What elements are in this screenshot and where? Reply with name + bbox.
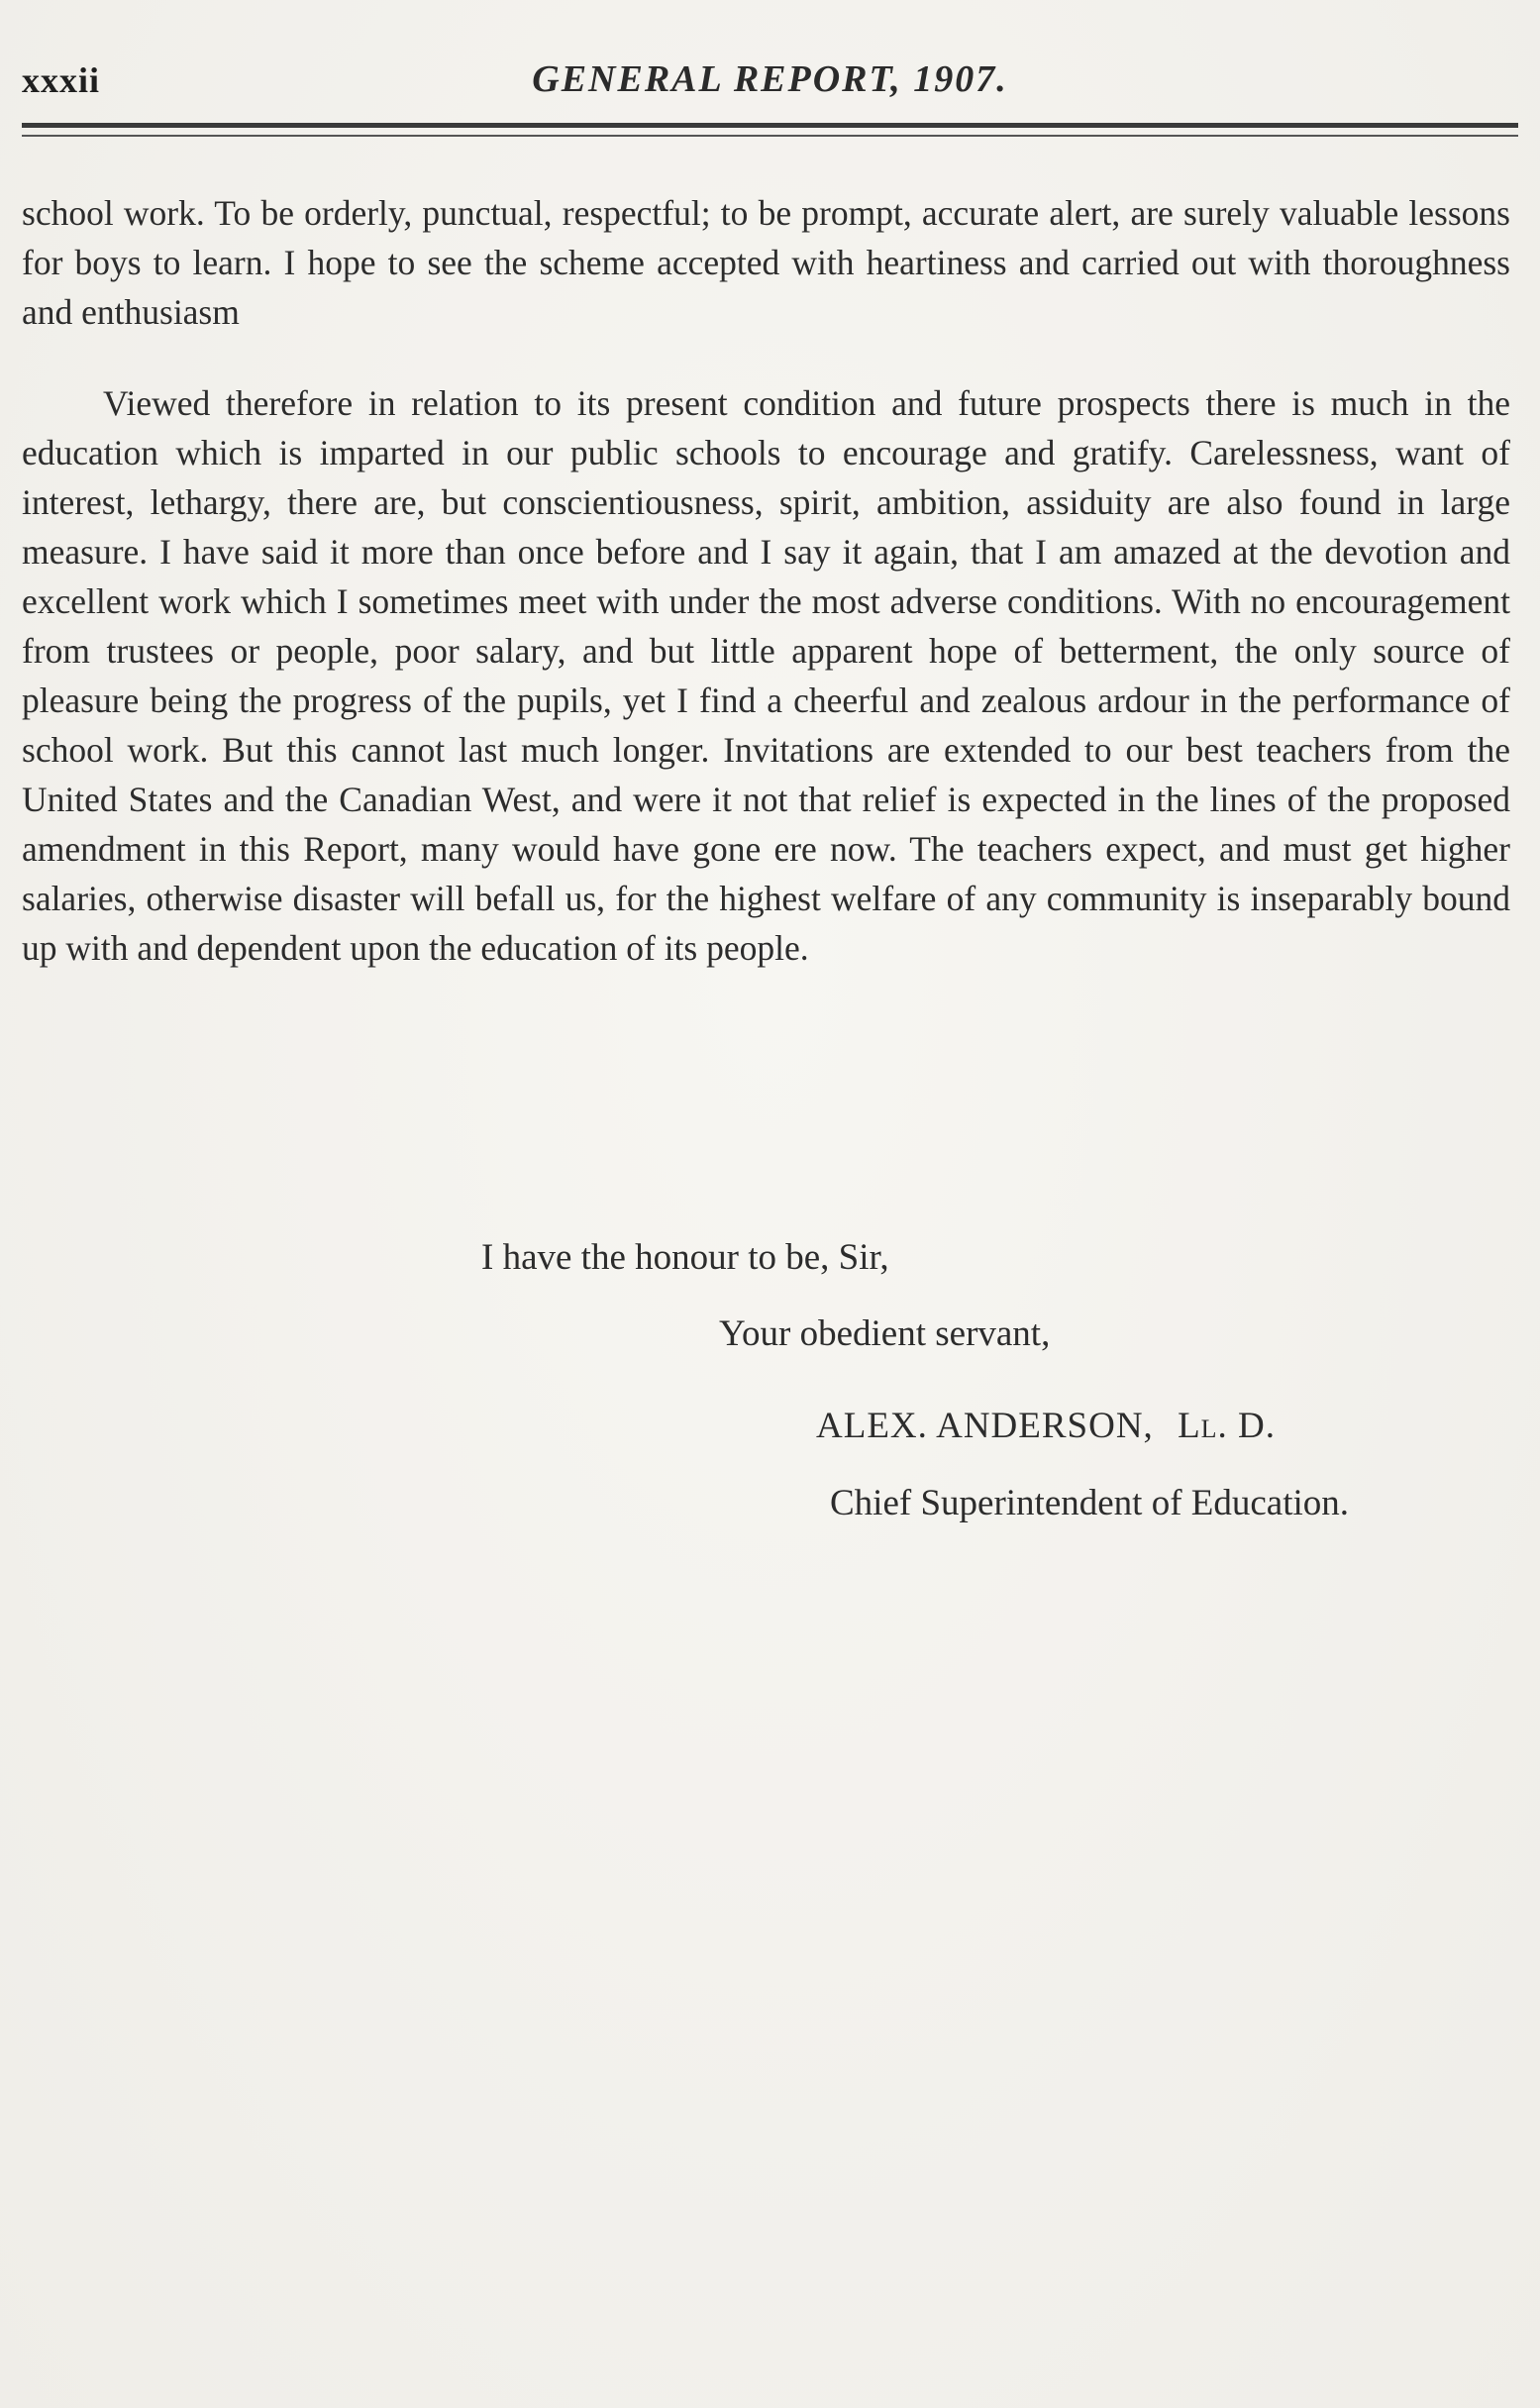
signatory-degree: Ll. D. — [1178, 1406, 1277, 1446]
signatory-line — [816, 1405, 1276, 1447]
closing-valediction: Your obedient servant, — [719, 1313, 1051, 1354]
body-paragraph-1: school work. To be orderly, punctual, respectful; to be prompt, accurate alert, are surely valuable lessons for boys to learn. I hope to see the scheme accepted with heartiness and carried out with thoroughness and enthusiasm — [22, 193, 1510, 332]
signatory-name: ALEX. ANDERSON, — [816, 1406, 1154, 1446]
signatory-title: Chief Superintendent of Education. — [830, 1483, 1350, 1523]
report-title: GENERAL REPORT, 1907. — [532, 58, 1008, 100]
closing-salutation: I have the honour to be, Sir, — [481, 1237, 889, 1278]
header-rule-thick — [22, 123, 1518, 128]
header-rule-thin — [22, 135, 1518, 137]
page-number: xxxii — [22, 60, 101, 100]
body-paragraph-2: Viewed therefore in relation to its present condition and future prospects there is much in the education which is imparted in our public schools to encourage and gratify. Carelessness, want of interest, lethargy, there are, but conscientiousness, spirit, ambition, assiduity are also found in large measure. I have said it more than once before and I say it again, that I am amazed at the devotion and excellent work which I sometimes meet with under the most adverse conditions. With no encouragement from trustees or people, poor salary, and but little apparent hope of betterment, the only source of pleasure being the progress of the pupils, yet I find a cheerful and zealous ardour in the performance of school work. But this cannot last much longer. Invitations are extended to our best teachers from the United States and the Canadian West, and were it not that relief is expected in the lines of the proposed amendment in this Report, many would have gone ere now. The teachers expect, and must get higher salaries, otherwise disaster will befall us, for the highest welfare of any community is inseparably bound up with and dependent upon the education of its people. — [22, 383, 1510, 968]
running-head — [22, 52, 1518, 111]
